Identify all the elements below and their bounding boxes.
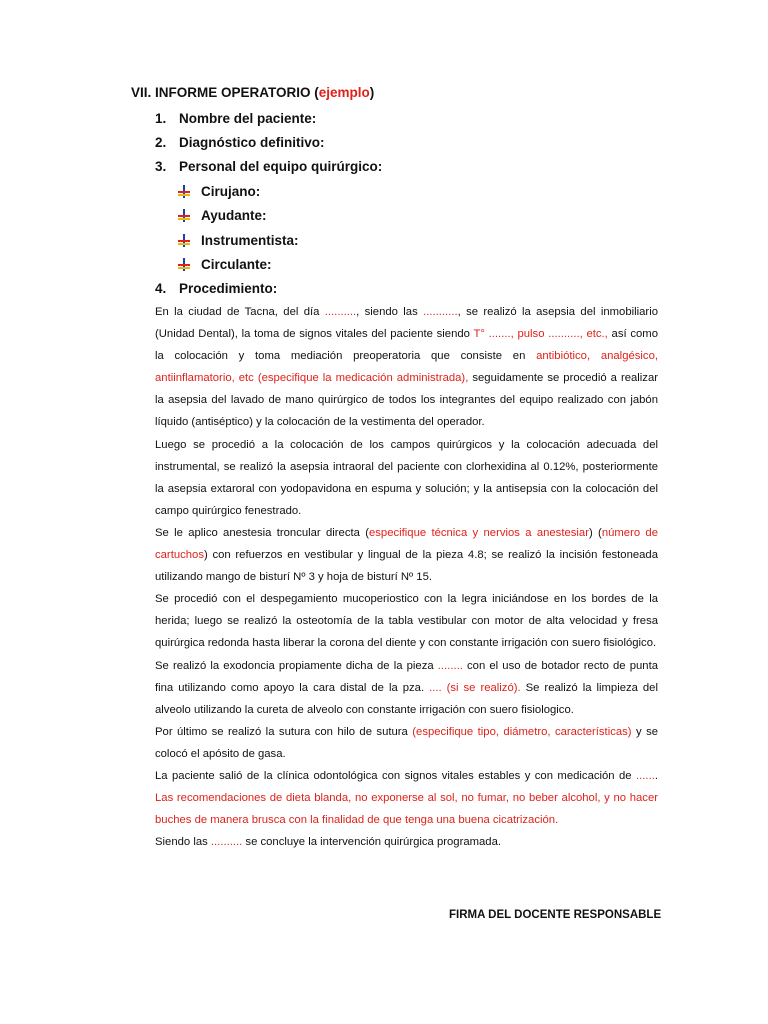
paragraph-conclusion: Siendo las .......... se concluye la intervención quirúrgica programada.: [155, 836, 502, 849]
item-number: 1.: [155, 111, 167, 126]
staff-label: Cirujano:: [201, 184, 261, 199]
staff-circulating: [178, 257, 272, 272]
procedure-body: [155, 301, 658, 853]
item-label: Diagnóstico definitivo:: [179, 135, 325, 150]
heading-prefix: VII. INFORME OPERATORIO (: [131, 85, 319, 100]
cross-bullet-icon: [178, 209, 190, 222]
paragraph-field-prep: Luego se procedió a la colocación de los campos quirúrgicos y la colocación adecuada del instrumental, se realizó la asepsia intraoral del paciente con clorhexidina al 0.12%, posteriormente la asepsia extaroral con yodopavidona en espuma y solución; y la antisepsia con la colocación del campo quirúrgico fenestrado.: [155, 438, 658, 517]
optional-placeholder: .... (si se realizó).: [429, 681, 521, 694]
item-label: Personal del equipo quirúrgico:: [179, 159, 383, 174]
staff-assistant: [178, 208, 267, 223]
item-label: Nombre del paciente:: [179, 111, 317, 126]
vitals-placeholder: T° ......., pulso .........., etc.,: [473, 328, 608, 341]
paragraph-discharge: La paciente salió de la clínica odontológica con signos vitales estables y con medicación de ....... Las recomendaciones de dieta blanda, no exponerse al sol, no fumar, no beber alcohol, y no hacer buches de manera brusca con la finalidad de que tenga una buena cicatrización.: [155, 769, 658, 827]
item-number: 3.: [155, 159, 167, 174]
paragraph-osteotomy: Se procedió con el despegamiento mucoperiostico con la legra iniciándose en los bordes de la herida; luego se realizó la osteotomía de la tabla vestibular con motor de alta velocidad y fresa quirúrgica redonda hasta liberar la corona del diente y con constante irrigación con suero fisiológico.: [155, 593, 658, 650]
blank-day: ..........: [324, 306, 357, 318]
item-number: 4.: [155, 281, 167, 296]
recommendations-text: Las recomendaciones de dieta blanda, no exponerse al sol, no fumar, no beber alcohol, y no hacer buches de manera brusca con la finalidad de que tenga una buena cicatrización.: [155, 792, 658, 827]
item-diagnosis: [155, 135, 325, 150]
heading-suffix: ): [369, 85, 375, 100]
suture-placeholder: (especifique tipo, diámetro, características): [412, 725, 632, 738]
signature-label: FIRMA DEL DOCENTE RESPONSABLE: [449, 909, 662, 921]
paragraph-suture: Por último se realizó la sutura con hilo de sutura (especifique tipo, diámetro, características) y se colocó el apósito de gasa.: [155, 725, 659, 760]
paragraph-anesthesia: Se le aplico anestesia troncular directa (especifique técnica y nervios a anestesiar) (número de cartuchos) con refuerzos en vestibular y lingual de la pieza 4.8; se realizó la incisión festoneada utilizando mango de bisturí Nº 3 y hoja de bisturí Nº 15.: [155, 526, 658, 584]
item-procedure: [155, 281, 277, 296]
medication-placeholder: antibiótico, analgésico, antiinflamatorio, etc (especifique la medicación administrada),: [155, 350, 658, 385]
paragraph-intro: En la ciudad de Tacna, del día .........., siendo las ..........., se realizó la asepsia del inmobiliario (Unidad Dental), la toma de signos vitales del paciente siendo T° ......., pulso .........., etc., así como la colocación y toma mediación preoperatoria que consiste en antibiótico, analgésico, antiinflamatorio, etc (especifique la medicación administrada), seguidamente se procedió a realizar la asepsia del lavado de mano quirúrgico de todos los integrantes del equipo realizado con jabón líquido (antiséptico) y la colocación de la vestimenta del operador.: [155, 306, 658, 429]
cross-bullet-icon: [178, 185, 190, 198]
paragraph-extraction: Se realizó la exodoncia propiamente dicha de la pieza ........ con el uso de botador recto de punta fina utilizando como apoyo la cara distal de la pza. .... (si se realizó). Se realizó la limpieza del alveolo utilizando la cureta de alveolo con constante irrigación con suero fisiologico.: [155, 659, 658, 716]
cartridges-placeholder: número de cartuchos: [155, 526, 658, 562]
technique-placeholder: especifique técnica y nervios a anestesiar: [368, 526, 589, 539]
blank-time: ...........: [423, 306, 458, 318]
item-number: 2.: [155, 135, 167, 150]
blank-end-time: ..........: [210, 836, 243, 849]
staff-surgeon: [178, 184, 260, 199]
cross-bullet-icon: [178, 258, 190, 271]
staff-label: Instrumentista:: [201, 233, 299, 248]
blank-medication: ......: [636, 769, 655, 782]
blank-tooth: ........: [437, 659, 463, 672]
heading-example-tag: ejemplo: [318, 85, 370, 100]
section-heading: [131, 85, 374, 100]
item-surgical-team: [155, 159, 382, 174]
item-patient-name: [155, 111, 316, 126]
cross-bullet-icon: [178, 234, 190, 247]
item-label: Procedimiento:: [179, 281, 278, 296]
staff-label: Ayudante:: [201, 208, 267, 223]
staff-instrumentist: [178, 233, 299, 248]
staff-label: Circulante:: [201, 257, 272, 272]
